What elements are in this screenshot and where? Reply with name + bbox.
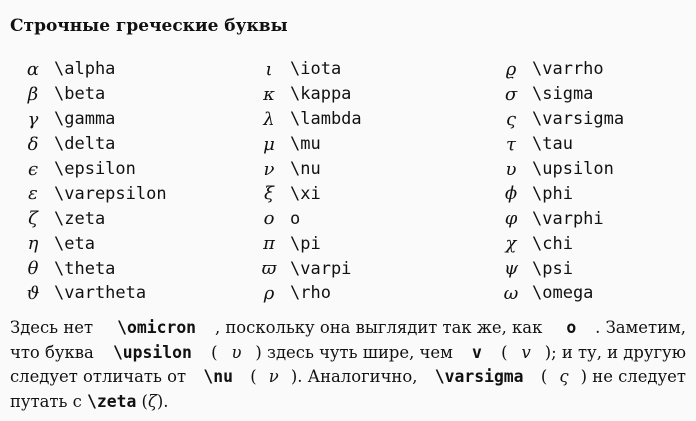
letter-row: [500, 132, 624, 157]
greek-glyph: ϑ: [26, 282, 40, 304]
greek-glyph: ϱ: [505, 58, 517, 80]
latex-command: \nu: [290, 159, 321, 179]
greek-glyph: ι: [265, 58, 273, 80]
letter-row: [500, 256, 624, 281]
greek-glyph: ϵ: [27, 158, 39, 180]
greek-glyph: o: [263, 208, 275, 230]
greek-glyph: ψ: [503, 258, 519, 280]
letter-row: [22, 57, 167, 82]
inline-math: ν: [268, 367, 279, 386]
latex-command: \mu: [290, 134, 321, 155]
letter-row: [500, 231, 624, 256]
letter-row: [22, 181, 167, 206]
greek-glyph: ρ: [263, 282, 275, 304]
greek-glyph: ϖ: [261, 258, 277, 280]
greek-glyph: η: [27, 233, 39, 255]
greek-glyph: ζ: [28, 208, 38, 230]
letter-row: [500, 181, 624, 206]
latex-command: \delta: [54, 134, 116, 155]
paragraph-line: [10, 341, 686, 366]
greek-glyph: ν: [263, 158, 275, 180]
section-heading: Строчные греческие буквы: [10, 16, 288, 36]
greek-glyph: π: [263, 233, 275, 255]
greek-glyph: κ: [263, 83, 275, 105]
letter-row: [258, 281, 362, 306]
latex-command: \varsigma: [532, 109, 625, 130]
latex-command: \iota: [290, 59, 342, 80]
inline-command: \upsilon: [112, 342, 192, 362]
letter-row: [22, 107, 167, 132]
inline-math: ζ: [147, 391, 157, 411]
note-paragraph: [10, 316, 686, 414]
text-run: , поскольку она выглядит так же, как: [214, 318, 548, 337]
letter-row: [258, 157, 362, 182]
latex-command: \theta: [54, 258, 116, 279]
text-run: ); и ту, и другую: [544, 342, 686, 362]
text-run: путать с: [10, 391, 87, 411]
latex-command: \xi: [290, 183, 321, 204]
letter-row: [258, 107, 362, 132]
greek-glyph: γ: [27, 108, 39, 130]
latex-command: \tau: [532, 134, 573, 155]
inline-command: v: [472, 342, 482, 362]
latex-command: o: [290, 208, 301, 229]
latex-command: \varepsilon: [54, 183, 167, 204]
latex-command: \eta: [54, 233, 95, 254]
inline-command: o: [566, 318, 577, 337]
inline-command: \nu: [203, 367, 233, 386]
greek-glyph: τ: [506, 133, 516, 155]
greek-glyph: δ: [27, 133, 39, 155]
greek-glyph: α: [26, 58, 40, 80]
latex-command: \varrho: [532, 59, 604, 80]
text-run: (: [136, 391, 148, 411]
letters-column-3: [500, 57, 624, 306]
latex-command: \vartheta: [54, 283, 147, 304]
greek-glyph: χ: [505, 233, 517, 255]
text-run: ). Аналогично,: [290, 367, 423, 386]
latex-command: \upsilon: [532, 159, 614, 179]
letter-row: [22, 82, 167, 107]
latex-command: \varphi: [532, 208, 604, 229]
latex-command: \sigma: [532, 84, 594, 105]
inline-command: \omicron: [117, 318, 197, 337]
greek-glyph: ϕ: [504, 183, 518, 205]
text-run: . Заметим,: [595, 318, 686, 337]
greek-glyph: ε: [28, 183, 38, 205]
letter-row: [258, 181, 362, 206]
text-run: ) не следует: [580, 367, 686, 386]
letter-row: [258, 57, 362, 82]
letter-row: [500, 157, 624, 182]
latex-command: \omega: [532, 283, 594, 304]
greek-glyph: σ: [504, 83, 518, 105]
latex-command: \lambda: [290, 109, 362, 130]
latex-command: \beta: [54, 84, 106, 105]
letter-row: [258, 206, 362, 231]
inline-math: v: [521, 342, 531, 362]
latex-command: \zeta: [54, 208, 106, 229]
greek-glyph: μ: [263, 133, 275, 155]
latex-command: \psi: [532, 258, 573, 279]
letter-row: [22, 206, 167, 231]
text-run: ) здесь чуть шире, чем: [255, 342, 459, 362]
text-run: (: [245, 367, 257, 386]
paragraph-line: [10, 316, 686, 341]
latex-command: \varpi: [290, 258, 352, 279]
latex-command: \gamma: [54, 109, 116, 130]
greek-glyph: ς: [505, 108, 517, 130]
letter-row: [500, 206, 624, 231]
text-run: (: [495, 342, 508, 362]
text-run: (: [205, 342, 218, 362]
letter-row: [258, 231, 362, 256]
greek-glyph: θ: [27, 258, 39, 280]
latex-command: \chi: [532, 233, 573, 254]
letter-row: [22, 132, 167, 157]
latex-command: \rho: [290, 283, 331, 304]
letter-row: [22, 256, 167, 281]
greek-glyph: λ: [263, 108, 275, 130]
letter-row: [22, 281, 167, 306]
text-run: что буква: [10, 342, 99, 362]
letter-row: [500, 281, 624, 306]
letter-row: [258, 132, 362, 157]
text-run: Здесь нет: [10, 318, 99, 337]
inline-math: υ: [231, 342, 242, 362]
greek-glyph: ξ: [264, 183, 274, 205]
letters-column-2: [258, 57, 362, 306]
latex-command: \kappa: [290, 84, 352, 105]
latex-command: \phi: [532, 183, 573, 204]
text-run: следует отличать от: [10, 367, 192, 386]
latex-command: \alpha: [54, 59, 116, 80]
inline-command: \zeta: [87, 391, 137, 411]
greek-glyph: φ: [504, 208, 518, 230]
paragraph-line: [10, 390, 686, 415]
text-run: ).: [156, 391, 169, 411]
greek-glyph: ω: [503, 282, 519, 304]
letter-row: [22, 157, 167, 182]
letter-row: [500, 107, 624, 132]
inline-math: ς: [559, 367, 569, 386]
letter-row: [500, 57, 624, 82]
text-run: (: [535, 367, 548, 386]
letter-row: [258, 82, 362, 107]
paragraph-line: [10, 365, 686, 390]
letter-row: [258, 256, 362, 281]
inline-command: \varsigma: [434, 367, 524, 386]
latex-command: \epsilon: [54, 159, 136, 179]
letter-row: [500, 82, 624, 107]
greek-glyph: υ: [505, 158, 517, 180]
letters-column-1: [22, 57, 167, 306]
letter-row: [22, 231, 167, 256]
greek-glyph: β: [27, 83, 39, 105]
latex-command: \pi: [290, 233, 321, 254]
